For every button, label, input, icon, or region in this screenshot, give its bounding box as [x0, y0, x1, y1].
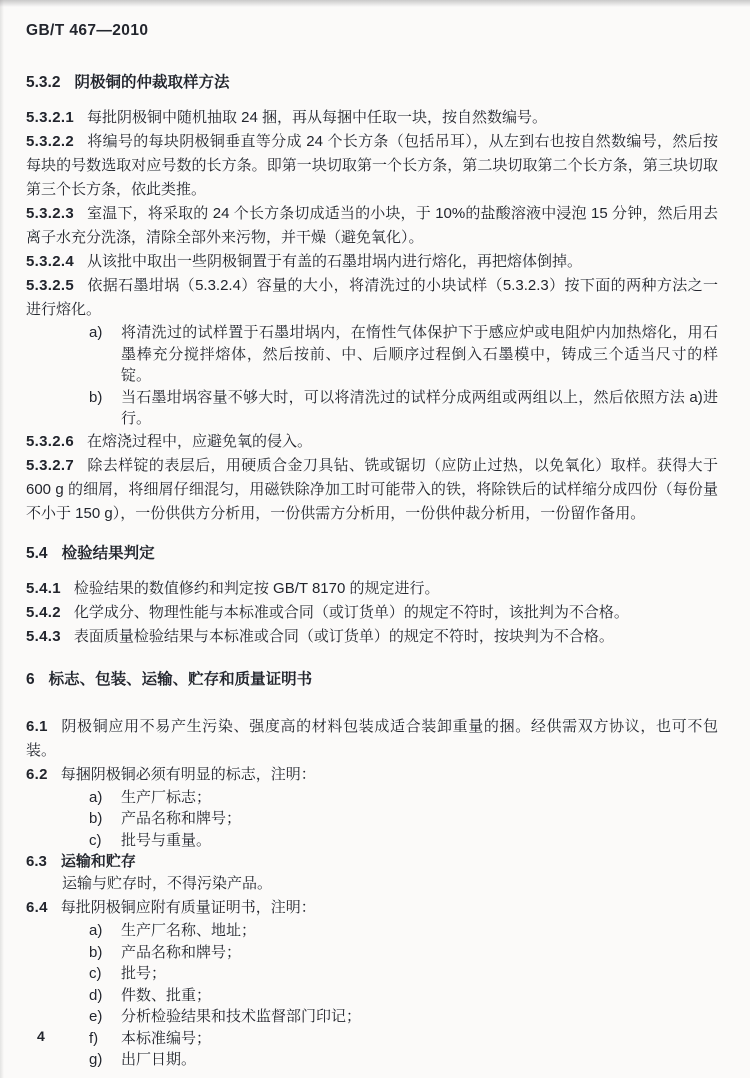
- section-title: 检验结果判定: [61, 544, 155, 562]
- clause-text: 检验结果的数值修约和判定按 GB/T 8170 的规定进行。: [73, 579, 440, 597]
- clause-number: 5.4.1: [26, 579, 61, 597]
- list-item-text: 本标准编号；: [121, 1029, 212, 1047]
- clause-number: 6.4: [26, 899, 48, 916]
- section-heading-5.4: [26, 545, 718, 563]
- clause-5.4.3: [26, 625, 718, 649]
- list-item-text: 件数、批重；: [121, 986, 212, 1004]
- clause-5.3.2.7: [26, 454, 718, 526]
- list-item-label: c): [89, 831, 102, 849]
- list-item-label: b): [89, 388, 103, 406]
- clause-5.3.2.5: [26, 274, 718, 322]
- list-item-label: d): [89, 986, 103, 1004]
- clause-number: 5.4.3: [26, 627, 61, 645]
- list-item-b: [26, 387, 718, 430]
- section-number: 5.4: [26, 544, 48, 562]
- section-heading-6: [26, 671, 718, 689]
- clause-number: 5.3.2.2: [26, 133, 74, 150]
- clause-number: 5.4.2: [26, 603, 61, 621]
- list-item-a: [26, 787, 718, 809]
- list-item-label: a): [89, 324, 103, 341]
- clause-text: 室温下，将采取的 24 个长方条切成适当的小块，于 10%的盐酸溶液中浸泡 15 分钟，然后用去离子水充分洗涤，清除全部外来污物，并干燥（避免氧化）。: [26, 205, 718, 246]
- section-number: 6: [26, 670, 35, 688]
- clause-number: 5.3.2.6: [26, 432, 74, 450]
- clause-6.4: [26, 896, 718, 920]
- clause-text: 每批阴极铜应附有质量证明书，注明：: [60, 899, 316, 916]
- list-item-text: 将清洗过的试样置于石墨坩埚内，在惰性气体保护下于感应炉或电阻炉内加热熔化，用石墨棒充分搅拌熔体，然后按前、中、后顺序过程倒入石墨模中，铸成三个适当尺寸的样锭。: [121, 324, 718, 384]
- clause-5.3.2.2: [26, 130, 718, 202]
- clause-text: 每捆阴极铜必须有明显的标志，注明：: [60, 765, 316, 783]
- list-item-b: [26, 942, 718, 964]
- clause-number: 5.3.2.4: [26, 253, 74, 270]
- list-item-text: 产品名称和牌号；: [121, 943, 242, 961]
- list-item-text: 生产厂标志；: [121, 788, 212, 806]
- list-item-e: [26, 1006, 718, 1028]
- section-number: 5.3.2: [26, 74, 61, 91]
- list-item-label: b): [89, 810, 103, 827]
- clause-5.3.2.4: [26, 250, 718, 274]
- list-item-b: [26, 808, 718, 830]
- clause-5.3.2.3: [26, 202, 718, 250]
- clause-6.1: [26, 715, 718, 763]
- list-item-label: c): [89, 965, 102, 982]
- section-title: 阴极铜的仲裁取样方法: [74, 74, 230, 91]
- list-item-text: 产品名称和牌号；: [121, 810, 242, 827]
- clause-number: 5.3.2.5: [26, 277, 74, 294]
- clause-text: 在熔浇过程中，应避免氧的侵入。: [86, 432, 312, 450]
- list-item-a: [26, 322, 718, 387]
- list-item-label: a): [89, 788, 103, 806]
- clause-text: 阴极铜应用不易产生污染、强度高的材料包装成适合装卸重量的捆。经供需双方协议，也可不包装。: [26, 717, 718, 759]
- section-heading-6.3: [26, 851, 718, 872]
- section-title: 运输和贮存: [60, 853, 136, 870]
- list-item-label: a): [89, 922, 103, 939]
- list-item-g: [26, 1049, 718, 1071]
- clause-5.3.2.1: [26, 106, 718, 130]
- clause-text: 表面质量检验结果与本标准或合同（或订货单）的规定不符时，按块判为不合格。: [73, 627, 614, 645]
- clause-5.3.2.6: [26, 430, 718, 454]
- list-item-label: e): [89, 1008, 103, 1025]
- clause-text: 化学成分、物理性能与本标准或合同（或订货单）的规定不符时，该批判为不合格。: [73, 603, 629, 621]
- clause-number: 6.1: [26, 717, 48, 735]
- list-item-c: [26, 830, 718, 852]
- clause-text: 将编号的每块阴极铜垂直等分成 24 个长方条（包括吊耳），从左到右也按自然数编号，然后按每块的号数选取对应号数的长方条。即第一块切取第一个长方条，第二块切取第二个长方条，第三块切取第三个长方条，依此类推。: [26, 133, 718, 198]
- clause-text: 每批阴极铜中随机抽取 24 捆，再从每捆中任取一块，按自然数编号。: [86, 109, 548, 126]
- list-item-text: 出厂日期。: [121, 1051, 197, 1068]
- list-item-label: f): [89, 1029, 99, 1047]
- clause-5.4.2: [26, 601, 718, 625]
- list-item-label: b): [89, 943, 103, 961]
- clause-text: 依据石墨坩埚（5.3.2.4）容量的大小，将清洗过的小块试样（5.3.2.3）按下面的两种方法之一进行熔化。: [26, 277, 718, 318]
- page-number: 4: [37, 1028, 45, 1044]
- clause-number: 5.3.2.1: [26, 109, 74, 126]
- list-item-text: 分析检验结果和技术监督部门印记；: [121, 1008, 362, 1025]
- clause-number: 6.2: [26, 765, 48, 783]
- section-title: 标志、包装、运输、贮存和质量证明书: [48, 670, 313, 688]
- standard-number: GB/T 467—2010: [26, 22, 149, 39]
- clause-number: 5.3.2.7: [26, 456, 74, 474]
- list-item-c: [26, 963, 718, 985]
- list-item-text: 当石墨坩埚容量不够大时，可以将清洗过的试样分成两组或两组以上，然后依照方法 a)进行。: [121, 388, 718, 427]
- list-item-text: 生产厂名称、地址；: [121, 922, 257, 939]
- list-item-text: 批号与重量。: [121, 831, 212, 849]
- list-item-d: [26, 985, 718, 1007]
- section-heading-5.3.2: [26, 74, 718, 92]
- section-number: 6.3: [26, 853, 47, 870]
- list-item-label: g): [89, 1051, 103, 1068]
- list-item-f: [26, 1028, 718, 1050]
- paragraph: 运输与贮存时，不得污染产品。: [62, 875, 273, 892]
- clause-text: 从该批中取出一些阴极铜置于有盖的石墨坩埚内进行熔化，再把熔体倒掉。: [86, 253, 582, 270]
- clause-number: 5.3.2.3: [26, 205, 74, 222]
- document-body: [26, 74, 718, 1071]
- list-item-text: 批号；: [121, 965, 167, 982]
- clause-6.2: [26, 763, 718, 787]
- list-item-a: [26, 920, 718, 942]
- clause-text: 除去样锭的表层后，用硬质合金刀具钻、铣或锯切（应防止过热，以免氧化）取样。获得大于 600 g 的细屑，将细屑仔细混匀，用磁铁除净加工时可能带入的铁，将除铁后的试样缩分成四份（每份量不小于 150 g），一份供供方分析用，一份供需方分析用，一份供仲裁分析用，一份留作备用。: [26, 456, 718, 522]
- clause-5.4.1: [26, 577, 718, 601]
